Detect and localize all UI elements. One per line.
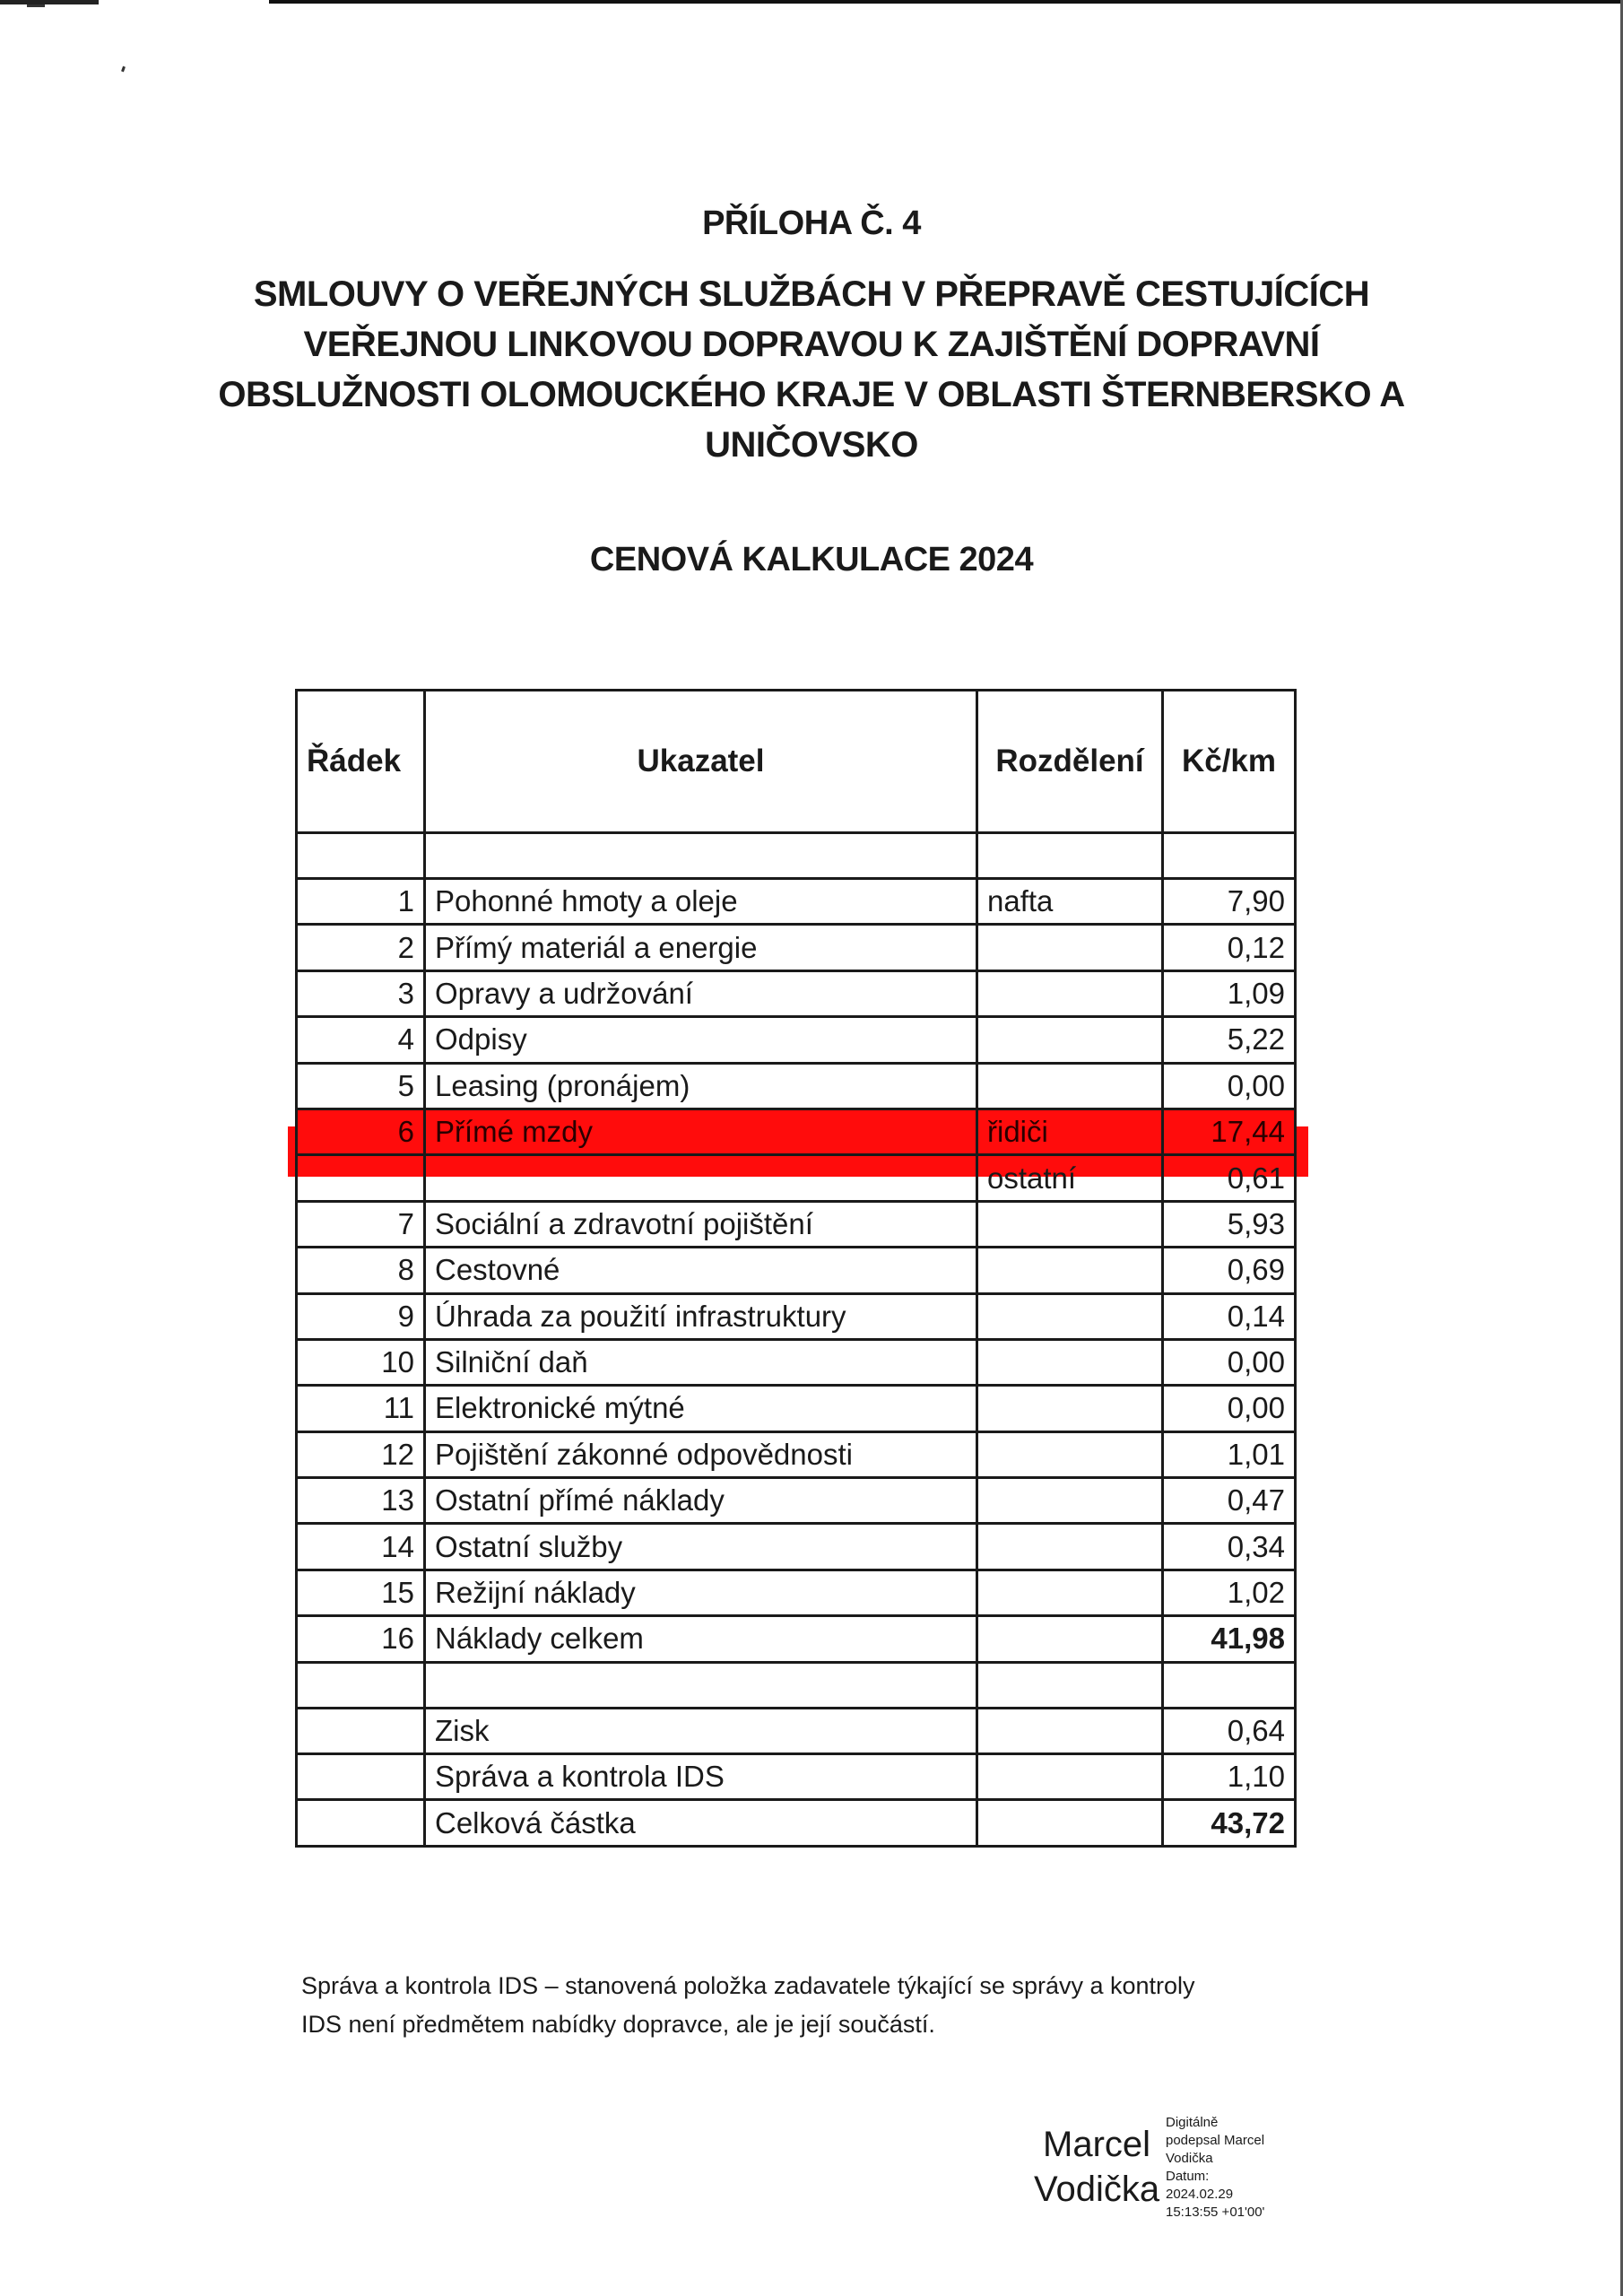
price-cell: 0,34	[1163, 1524, 1296, 1570]
indicator-cell: Úhrada za použití infrastruktury	[425, 1293, 977, 1339]
price-cell: 1,02	[1163, 1570, 1296, 1615]
table-spacer-row	[297, 1662, 1296, 1708]
header-indicator: Ukazatel	[425, 691, 977, 833]
indicator-cell: Zisk	[425, 1708, 977, 1753]
contract-title	[0, 269, 1623, 470]
price-cell: 0,69	[1163, 1248, 1296, 1293]
table-row	[297, 1708, 1296, 1753]
empty-cell	[977, 833, 1163, 879]
empty-cell	[1163, 1662, 1296, 1708]
indicator-cell: Leasing (pronájem)	[425, 1063, 977, 1109]
row-number-cell: 8	[297, 1248, 425, 1293]
split-cell	[977, 1800, 1163, 1846]
indicator-cell: Cestovné	[425, 1248, 977, 1293]
signature-info-line: Vodička	[1166, 2151, 1213, 2166]
row-number-cell: 2	[297, 925, 425, 970]
split-cell	[977, 1017, 1163, 1063]
empty-cell	[1163, 833, 1296, 879]
header-split: Rozdělení	[977, 691, 1163, 833]
split-cell: řidiči	[977, 1109, 1163, 1154]
table-row	[297, 1248, 1296, 1293]
price-cell: 43,72	[1163, 1800, 1296, 1846]
price-cell: 0,00	[1163, 1339, 1296, 1385]
row-number-cell	[297, 1800, 425, 1846]
split-cell	[977, 1248, 1163, 1293]
split-cell	[977, 925, 1163, 970]
price-cell: 0,47	[1163, 1478, 1296, 1524]
table-row	[297, 879, 1296, 925]
header-price-per-km: Kč/km	[1163, 691, 1296, 833]
row-number-cell: 15	[297, 1570, 425, 1615]
indicator-cell: Ostatní služby	[425, 1524, 977, 1570]
split-cell: ostatní	[977, 1155, 1163, 1201]
signature-name	[1034, 2122, 1159, 2212]
row-number-cell	[297, 1155, 425, 1201]
annex-title: PŘÍLOHA Č. 4	[702, 204, 921, 242]
indicator-cell: Sociální a zdravotní pojištění	[425, 1201, 977, 1247]
row-number-cell: 5	[297, 1063, 425, 1109]
price-cell: 41,98	[1163, 1616, 1296, 1662]
table-header-row	[297, 691, 1296, 833]
split-cell	[977, 1293, 1163, 1339]
signature-last-name: Vodička	[1034, 2170, 1160, 2209]
table-row	[297, 970, 1296, 1016]
contract-title-line: OBSLUŽNOSTI OLOMOUCKÉHO KRAJE V OBLASTI ŠTERNBERSKO A	[218, 375, 1405, 414]
empty-cell	[297, 1662, 425, 1708]
price-cell: 17,44	[1163, 1109, 1296, 1154]
table-row	[297, 1201, 1296, 1247]
row-number-cell: 3	[297, 970, 425, 1016]
signature-info-line: podepsal Marcel	[1166, 2133, 1265, 2148]
table-row	[297, 1155, 1296, 1201]
signature-first-name: Marcel	[1043, 2125, 1151, 2164]
table-row	[297, 1754, 1296, 1800]
indicator-cell	[425, 1155, 977, 1201]
split-cell	[977, 1754, 1163, 1800]
empty-cell	[297, 833, 425, 879]
contract-title-line: VEŘEJNOU LINKOVOU DOPRAVOU K ZAJIŠTĚNÍ DOPRAVNÍ	[303, 325, 1320, 364]
split-cell	[977, 1063, 1163, 1109]
price-cell: 7,90	[1163, 879, 1296, 925]
scan-artifact-top-left	[0, 0, 99, 4]
indicator-cell: Správa a kontrola IDS	[425, 1754, 977, 1800]
split-cell	[977, 1524, 1163, 1570]
price-cell: 1,10	[1163, 1754, 1296, 1800]
split-cell	[977, 1339, 1163, 1385]
row-number-cell	[297, 1708, 425, 1753]
indicator-cell: Pohonné hmoty a oleje	[425, 879, 977, 925]
empty-cell	[977, 1662, 1163, 1708]
split-cell	[977, 1431, 1163, 1477]
indicator-cell: Elektronické mýtné	[425, 1386, 977, 1431]
indicator-cell: Ostatní přímé náklady	[425, 1478, 977, 1524]
empty-cell	[425, 833, 977, 879]
table-row	[297, 1800, 1296, 1846]
table-row	[297, 1524, 1296, 1570]
table-row	[297, 1431, 1296, 1477]
scan-artifact-top-right	[269, 0, 1623, 4]
signature-info-line: 2024.02.29	[1166, 2187, 1234, 2202]
indicator-cell: Přímý materiál a energie	[425, 925, 977, 970]
price-cell: 0,14	[1163, 1293, 1296, 1339]
indicator-cell: Silniční daň	[425, 1339, 977, 1385]
scan-artifact-dot	[121, 66, 126, 73]
empty-cell	[425, 1662, 977, 1708]
price-calculation-table	[295, 689, 1297, 1848]
contract-title-line: UNIČOVSKO	[705, 425, 918, 465]
table-row	[297, 1063, 1296, 1109]
price-cell: 0,00	[1163, 1386, 1296, 1431]
price-cell: 1,01	[1163, 1431, 1296, 1477]
indicator-cell: Pojištění zákonné odpovědnosti	[425, 1431, 977, 1477]
price-cell: 0,12	[1163, 925, 1296, 970]
split-cell	[977, 970, 1163, 1016]
split-cell	[977, 1201, 1163, 1247]
row-number-cell	[297, 1754, 425, 1800]
row-number-cell: 9	[297, 1293, 425, 1339]
table-row	[297, 1339, 1296, 1385]
footnote-line: Správa a kontrola IDS – stanovená položka zadavatele týkající se správy a kontroly	[301, 1972, 1195, 1999]
split-cell	[977, 1386, 1163, 1431]
table-row	[297, 1478, 1296, 1524]
indicator-cell: Náklady celkem	[425, 1616, 977, 1662]
row-number-cell: 4	[297, 1017, 425, 1063]
price-cell: 5,93	[1163, 1201, 1296, 1247]
signature-info	[1166, 2114, 1264, 2222]
footnote	[301, 1967, 1341, 2044]
calculation-title: CENOVÁ KALKULACE 2024	[589, 541, 1034, 578]
row-number-cell: 6	[297, 1109, 425, 1154]
price-cell: 0,61	[1163, 1155, 1296, 1201]
price-cell: 0,64	[1163, 1708, 1296, 1753]
indicator-cell: Celková částka	[425, 1800, 977, 1846]
table-row	[297, 1293, 1296, 1339]
row-number-cell: 16	[297, 1616, 425, 1662]
price-cell: 0,00	[1163, 1063, 1296, 1109]
row-number-cell: 7	[297, 1201, 425, 1247]
row-number-cell: 14	[297, 1524, 425, 1570]
row-number-cell: 1	[297, 879, 425, 925]
indicator-cell: Odpisy	[425, 1017, 977, 1063]
table-spacer-row	[297, 833, 1296, 879]
signature-info-line: Datum:	[1166, 2169, 1210, 2184]
split-cell: nafta	[977, 879, 1163, 925]
scan-artifact-top-left-2	[27, 4, 45, 7]
signature-info-line: 15:13:55 +01'00'	[1166, 2205, 1265, 2220]
table-row	[297, 1386, 1296, 1431]
table-row	[297, 1109, 1296, 1154]
row-number-cell: 13	[297, 1478, 425, 1524]
indicator-cell: Režijní náklady	[425, 1570, 977, 1615]
header-row-number: Řádek	[297, 691, 425, 833]
row-number-cell: 11	[297, 1386, 425, 1431]
split-cell	[977, 1478, 1163, 1524]
table-row	[297, 1570, 1296, 1615]
split-cell	[977, 1708, 1163, 1753]
split-cell	[977, 1616, 1163, 1662]
row-number-cell: 12	[297, 1431, 425, 1477]
price-cell: 1,09	[1163, 970, 1296, 1016]
contract-title-line: SMLOUVY O VEŘEJNÝCH SLUŽBÁCH V PŘEPRAVĚ CESTUJÍCÍCH	[253, 274, 1370, 314]
table-row	[297, 1616, 1296, 1662]
table-row	[297, 925, 1296, 970]
signature-info-line: Digitálně	[1166, 2115, 1219, 2130]
split-cell	[977, 1570, 1163, 1615]
indicator-cell: Přímé mzdy	[425, 1109, 977, 1154]
row-number-cell: 10	[297, 1339, 425, 1385]
price-cell: 5,22	[1163, 1017, 1296, 1063]
footnote-line: IDS není předmětem nabídky dopravce, ale je její součástí.	[301, 2011, 935, 2038]
table-row	[297, 1017, 1296, 1063]
indicator-cell: Opravy a udržování	[425, 970, 977, 1016]
